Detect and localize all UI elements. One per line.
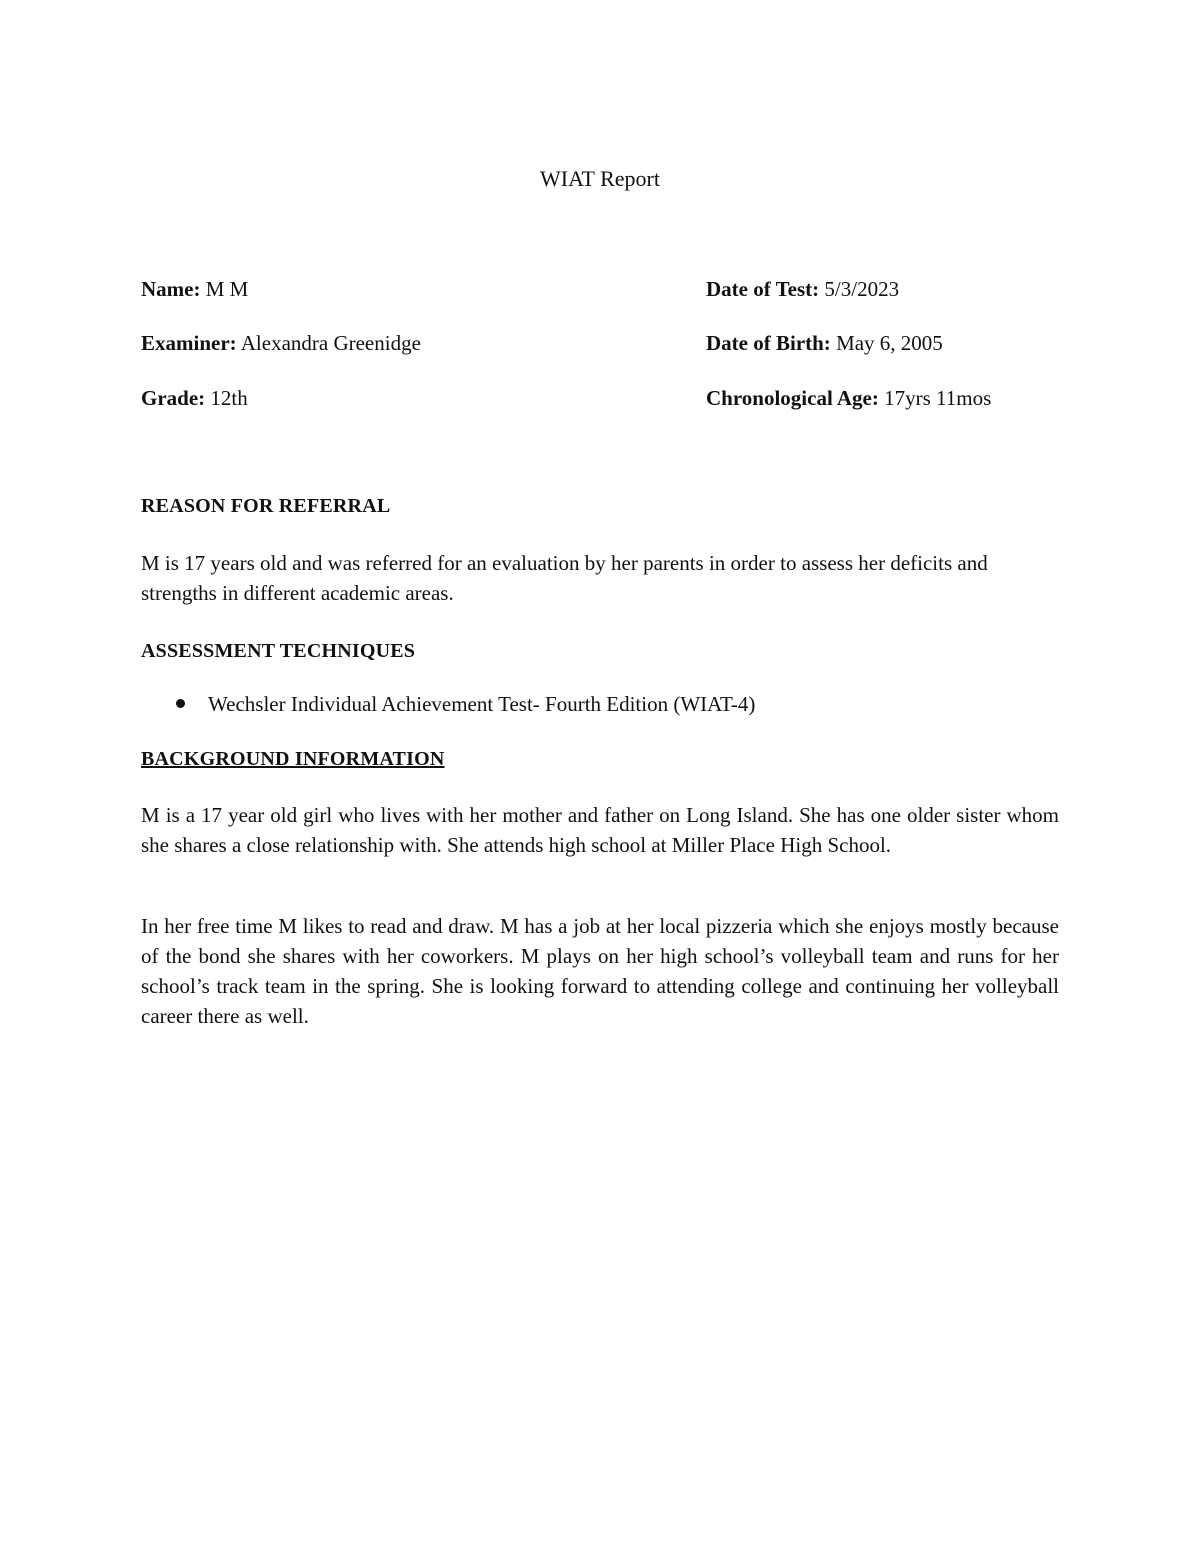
grade-label: Grade: [141,386,206,410]
name-label: Name: [141,277,201,301]
report-title: WIAT Report [540,166,660,191]
examiner-label: Examiner: [141,331,237,355]
background-heading: BACKGROUND INFORMATION [141,748,445,770]
chronological-age-value: 17yrs 11mos [884,386,992,410]
date-of-test-label: Date of Test: [706,277,820,301]
chronological-age-label: Chronological Age: [706,386,879,410]
examiner-value: Alexandra Greenidge [240,331,421,355]
background-paragraph-1: M is a 17 year old girl who lives with her mother and father on Long Island. She has one older sister whom she shares a close relationship with. She attends high school at Miller Place High School. [141,803,1059,857]
date-of-test-field [706,277,899,302]
referral-heading: REASON FOR REFERRAL [141,495,391,517]
date-of-birth-value: May 6, 2005 [836,331,943,355]
grade-value: 12th [210,386,248,410]
referral-paragraph: M is 17 years old and was referred for an evaluation by her parents in order to assess her deficits and strengths in different academic areas. [141,551,988,605]
chronological-age-field [706,386,991,411]
date-of-birth-field [706,331,943,356]
bullet-icon [176,699,185,708]
background-paragraph-2: In her free time M likes to read and draw. M has a job at her local pizzeria which she enjoys mostly because of the bond she shares with her coworkers. M plays on her high school’s volleyball team and runs for her school’s track team in the spring. She is looking forward to attending college and continuing her volleyball career there as well. [141,914,1059,1028]
grade-field [141,386,248,411]
examiner-field [141,331,421,356]
assessment-item-text: Wechsler Individual Achievement Test- Fourth Edition (WIAT-4) [208,692,756,716]
assessment-heading: ASSESSMENT TECHNIQUES [141,640,416,662]
name-field [141,277,248,302]
assessment-list-item [176,692,755,717]
date-of-birth-label: Date of Birth: [706,331,831,355]
date-of-test-value: 5/3/2023 [824,277,900,301]
name-value: M M [205,277,249,301]
